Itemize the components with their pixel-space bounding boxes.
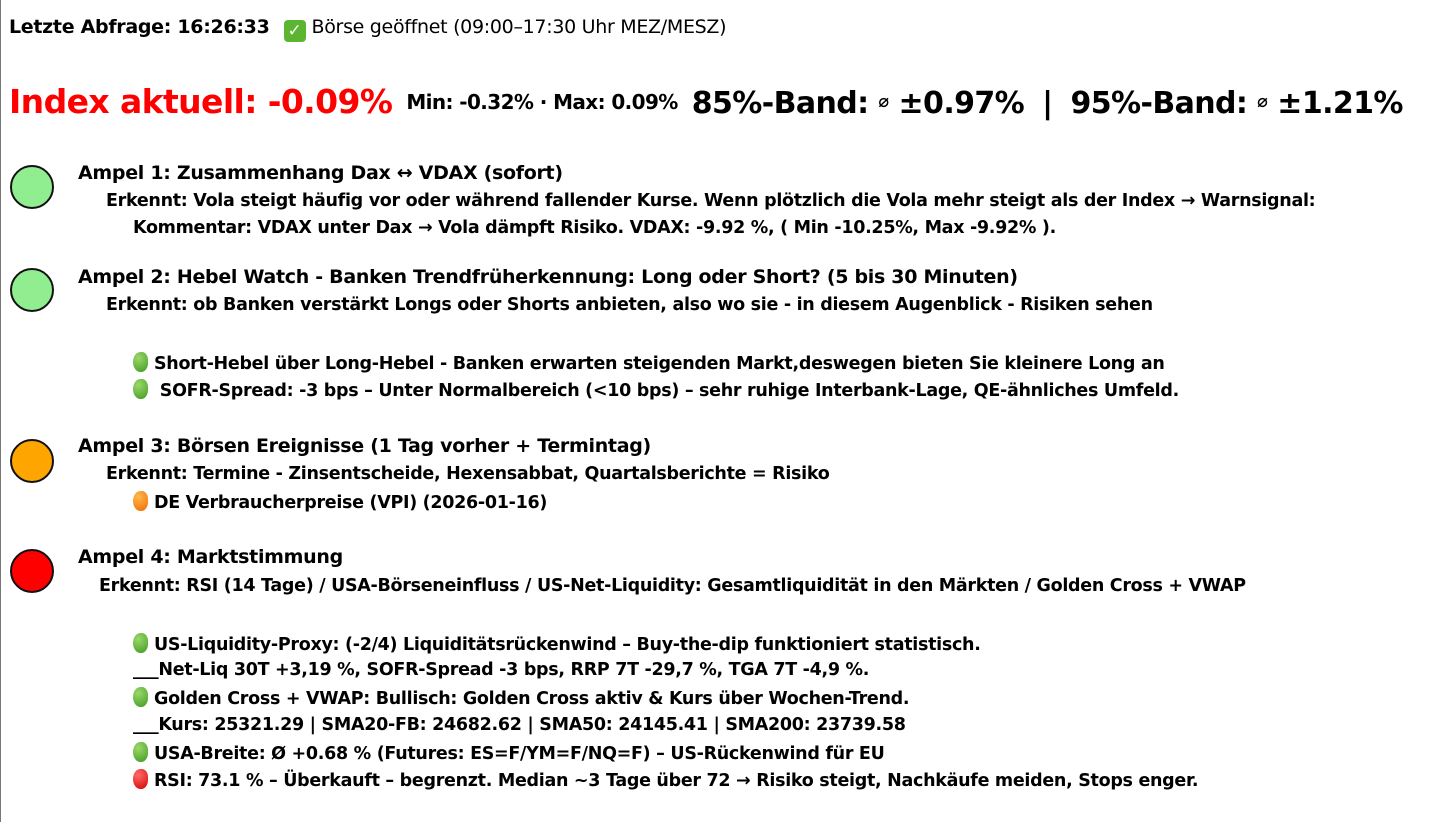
signal-text: DE Verbraucherpreise (VPI) (2026-01-16): [154, 493, 548, 513]
green-dot-icon: [133, 742, 148, 762]
check-mark-icon: ✓: [284, 20, 306, 42]
signal-text: Golden Cross + VWAP: Bullisch: Golden Cross aktiv & Kurs über Wochen-Trend.: [154, 689, 910, 709]
ampel-title: Ampel 3: Börsen Ereignisse (1 Tag vorher + Termintag): [78, 435, 651, 457]
band-85-value: ±0.97%: [898, 86, 1025, 121]
market-status: Börse geöffnet (09:00–17:30 Uhr MEZ/MESZ): [311, 16, 727, 38]
signal-detail: ___Net-Liq 30T +3,19 %, SOFR-Spread -3 bps, RRP 7T -29,7 %, TGA 7T -4,9 %.: [133, 660, 870, 680]
ampel-comment: Kommentar: VDAX unter Dax → Vola dämpft Risiko. VDAX: -9.92 %, ( Min -10.25%, Max -9.92% ).: [133, 218, 1056, 238]
signal-item: [133, 379, 1179, 401]
signal-item: [133, 687, 909, 709]
ampel-title: Ampel 4: Marktstimmung: [78, 546, 343, 568]
diameter-icon: ⌀: [878, 91, 889, 112]
signal-item: [133, 633, 981, 655]
status-line: [9, 16, 726, 42]
band-95-label: 95%-Band:: [1070, 86, 1248, 121]
signal-item: [133, 742, 885, 764]
ampel-title: Ampel 1: Zusammenhang Dax ↔ VDAX (sofort): [78, 162, 563, 184]
signal-item: [133, 769, 1198, 791]
green-dot-icon: [133, 352, 148, 372]
orange-dot-icon: [133, 491, 148, 511]
signal-text: RSI: 73.1 % – Überkauft – begrenzt. Median ~3 Tage über 72 → Risiko steigt, Nachkäufe meiden, Stops enger.: [154, 771, 1199, 791]
ampel-description: Erkennt: Vola steigt häufig vor oder während fallender Kurse. Wenn plötzlich die Vola mehr steigt als der Index → Warnsignal:: [106, 191, 1316, 211]
ampel-title: Ampel 2: Hebel Watch - Banken Trendfrüherkennung: Long oder Short? (5 bis 30 Minuten): [78, 266, 1018, 288]
signal-item: [133, 491, 547, 513]
traffic-light-orange-icon: [10, 439, 54, 483]
green-dot-icon: [133, 379, 148, 399]
index-minmax: Min: -0.32% · Max: 0.09%: [406, 90, 678, 114]
green-dot-icon: [133, 633, 148, 653]
red-dot-icon: [133, 769, 148, 789]
diameter-icon: ⌀: [1257, 91, 1268, 112]
ampel-description: Erkennt: ob Banken verstärkt Longs oder Shorts anbieten, also wo sie - in diesem Augenblick - Risiken sehen: [106, 295, 1153, 315]
ampel-description: Erkennt: Termine - Zinsentscheide, Hexensabbat, Quartalsberichte = Risiko: [106, 464, 830, 484]
signal-item: [133, 352, 1165, 374]
traffic-light-green-icon: [10, 165, 54, 209]
green-dot-icon: [133, 687, 148, 707]
index-summary: [9, 82, 1403, 121]
band-85: [692, 86, 1403, 121]
signal-text: Short-Hebel über Long-Hebel - Banken erwarten steigenden Markt,deswegen bieten Sie kleinere Long an: [154, 354, 1165, 374]
ampel-description: Erkennt: RSI (14 Tage) / USA-Börseneinfluss / US-Net-Liquidity: Gesamtliquidität in den Märkten / Golden Cross + VWAP: [99, 576, 1246, 596]
band-95-value: ±1.21%: [1277, 86, 1403, 121]
signal-text: USA-Breite: Ø +0.68 % (Futures: ES=F/YM=F/NQ=F) – US-Rückenwind für EU: [154, 744, 885, 764]
traffic-light-green-icon: [10, 268, 54, 312]
signal-text: US-Liquidity-Proxy: (-2/4) Liquiditätsrückenwind – Buy-the-dip funktioniert statistisch.: [154, 635, 981, 655]
traffic-light-red-icon: [10, 549, 54, 593]
signal-detail: ___Kurs: 25321.29 | SMA20-FB: 24682.62 | SMA50: 24145.41 | SMA200: 23739.58: [133, 715, 906, 735]
last-query-label: Letzte Abfrage: 16:26:33: [9, 16, 270, 38]
band-85-label: 85%-Band:: [691, 86, 869, 121]
left-border: [0, 0, 1, 822]
signal-text: SOFR-Spread: -3 bps – Unter Normalbereich (<10 bps) – sehr ruhige Interbank-Lage, QE-ähnliches Umfeld.: [154, 381, 1179, 401]
band-separator: |: [1042, 86, 1053, 121]
index-current: Index aktuell: -0.09%: [9, 82, 393, 121]
